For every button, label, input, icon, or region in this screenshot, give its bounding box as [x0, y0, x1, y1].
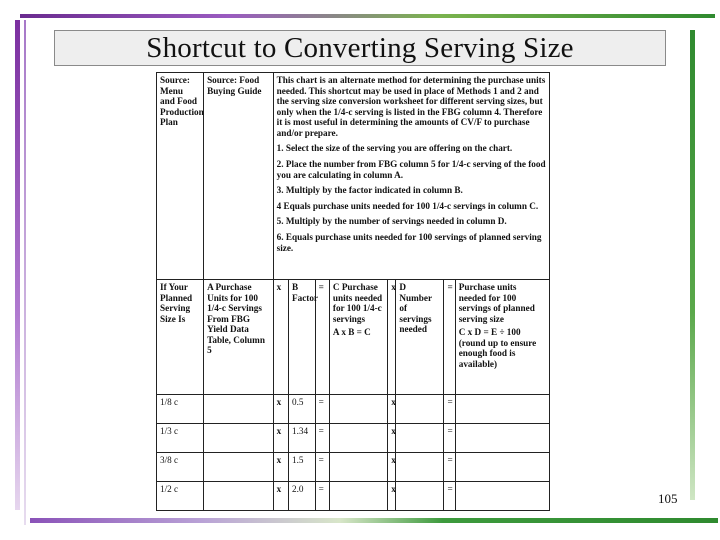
left-accent-line: [24, 20, 26, 525]
row-eq: =: [315, 482, 329, 511]
header-x: x: [273, 280, 288, 395]
row-col-c: [329, 453, 387, 482]
header-col-e-note: (round up to ensure enough food is available): [458, 337, 537, 370]
conversion-table: [156, 72, 550, 511]
row-factor: 1.34: [288, 424, 315, 453]
top-accent-bar: [20, 14, 715, 18]
row-x2: x: [388, 424, 396, 453]
row-x2: x: [388, 482, 396, 511]
row-col-c: [329, 424, 387, 453]
left-accent-bar: [15, 20, 20, 510]
row-eq: =: [315, 453, 329, 482]
right-accent-bar: [690, 30, 695, 500]
table-row: [157, 395, 550, 424]
header-col-e: Purchase units needed for 100 servings of planned serving size: [458, 282, 535, 324]
row-col-c: [329, 395, 387, 424]
row-factor: 1.5: [288, 453, 315, 482]
table-row: [157, 424, 550, 453]
bottom-accent-bar: [30, 518, 718, 523]
header-planned-size: If Your Planned Serving Size Is: [157, 280, 204, 395]
intro-row: [157, 73, 550, 280]
row-col-d: [396, 424, 444, 453]
row-col-a: [204, 453, 274, 482]
instruction-step-2: 2. Place the number from FBG column 5 for 1/4-c serving of the food you are calculating in column A.: [276, 159, 546, 180]
row-x: x: [273, 482, 288, 511]
instruction-step-6: 6. Equals purchase units needed for 100 servings of planned serving size.: [276, 231, 542, 253]
row-col-e: [455, 424, 549, 453]
instruction-step-5: 5. Multiply by the number of servings needed in column D.: [276, 216, 507, 227]
header-row: [157, 280, 550, 395]
slide-title-box: [54, 30, 666, 66]
page-number: 105: [658, 491, 678, 506]
header-col-e-cell: [455, 280, 549, 395]
instruction-step-1: 1. Select the size of the serving you are offering on the chart.: [276, 143, 513, 154]
row-x2: x: [388, 395, 396, 424]
header-eq: =: [315, 280, 329, 395]
row-col-d: [396, 453, 444, 482]
source-menu-cell: [157, 73, 204, 280]
header-col-b: B Factor: [288, 280, 315, 395]
source-fbg-text: Source: Food Buying Guide: [207, 75, 262, 96]
source-fbg-cell: [204, 73, 274, 280]
row-size: 1/8 c: [157, 395, 204, 424]
row-factor: 0.5: [288, 395, 315, 424]
header-col-c-cell: [329, 280, 387, 395]
row-x: x: [273, 395, 288, 424]
header-col-c: C Purchase units needed for 100 1/4-c servings: [332, 282, 383, 324]
row-eq: =: [315, 395, 329, 424]
row-col-a: [204, 424, 274, 453]
row-size: 1/2 c: [157, 482, 204, 511]
header-col-e-formula: C x D = E ÷ 100: [458, 327, 521, 338]
row-x: x: [273, 453, 288, 482]
header-col-d: D Number of servings needed: [396, 280, 444, 395]
table-row: [157, 453, 550, 482]
instruction-step-4: 4 Equals purchase units needed for 100 1/4-c servings in column C.: [276, 200, 539, 211]
instruction-step-3: 3. Multiply by the factor indicated in column B.: [276, 185, 463, 196]
row-x2: x: [388, 453, 396, 482]
row-col-c: [329, 482, 387, 511]
row-size: 3/8 c: [157, 453, 204, 482]
row-col-d: [396, 395, 444, 424]
intro-text: This chart is an alternate method for determining the purchase units needed. This shortcut may be used in place of Methods 1 and 2 and the serving size conversion worksheet for different serving sizes, but only when the 1/4-c serving is listed in the FBG column 4. Therefore it is most useful in determining the amounts of CV/F to purchase and/or prepare.: [276, 75, 546, 138]
row-eq2: =: [444, 424, 455, 453]
slide-title: Shortcut to Converting Serving Size: [146, 31, 574, 64]
conversion-chart: [156, 72, 550, 510]
row-size: 1/3 c: [157, 424, 204, 453]
row-col-e: [455, 482, 549, 511]
row-factor: 2.0: [288, 482, 315, 511]
row-col-e: [455, 395, 549, 424]
row-eq2: =: [444, 395, 455, 424]
row-col-a: [204, 395, 274, 424]
row-eq2: =: [444, 453, 455, 482]
row-col-d: [396, 482, 444, 511]
header-col-c-formula: A x B = C: [332, 327, 371, 338]
row-col-a: [204, 482, 274, 511]
header-x2: x: [388, 280, 396, 395]
table-row: [157, 482, 550, 511]
header-eq2: =: [444, 280, 455, 395]
row-x: x: [273, 424, 288, 453]
instructions-cell: [273, 73, 549, 280]
row-col-e: [455, 453, 549, 482]
row-eq2: =: [444, 482, 455, 511]
header-col-a: A Purchase Units for 100 1/4-c Servings From FBG Yield Data Table, Column 5: [204, 280, 274, 395]
row-eq: =: [315, 424, 329, 453]
source-menu-text: Source: Menu and Food Production Plan: [160, 75, 204, 128]
